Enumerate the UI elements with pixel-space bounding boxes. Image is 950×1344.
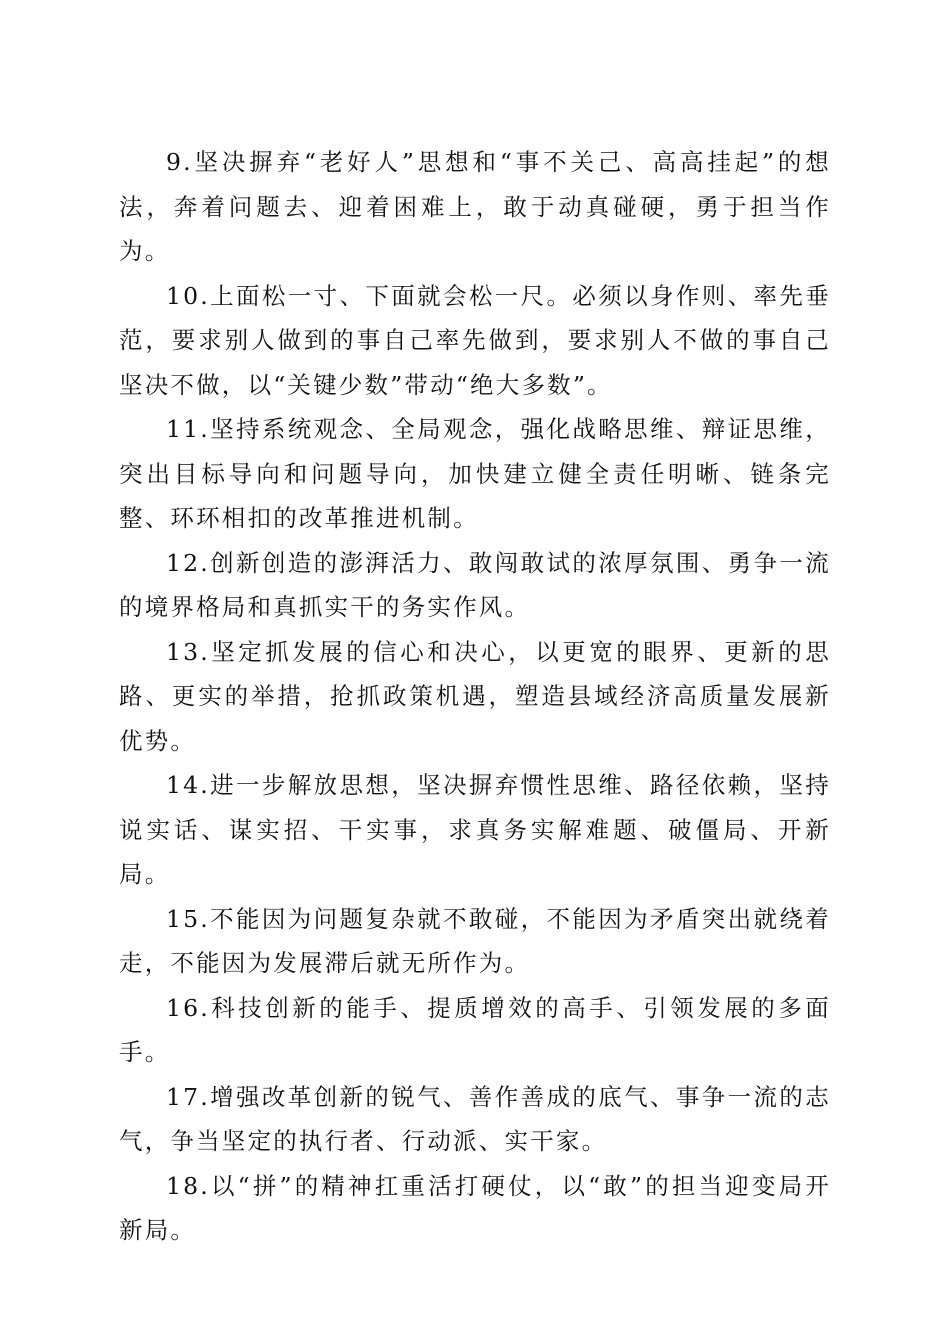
paragraph-item-18: 18.以“拼”的精神扛重活打硬仗，以“敢”的担当迎变局开新局。 [119,1171,831,1244]
document-body [119,140,831,1253]
paragraph-item-12: 12.创新创造的澎湃活力、敢闯敢试的浓厚氛围、勇争一流的境界格局和真抓实干的务实作风。 [119,548,831,621]
paragraph-item-10: 10.上面松一寸、下面就会松一尺。必须以身作则、率先垂范，要求别人做到的事自己率先做到，要求别人不做的事自己坚决不做，以“关键少数”带动“绝大多数”。 [119,281,831,399]
paragraph-item-13: 13.坚定抓发展的信心和决心，以更宽的眼界、更新的思路、更实的举措，抢抓政策机遇，塑造县域经济高质量发展新优势。 [119,637,831,755]
paragraph-item-11: 11.坚持系统观念、全局观念，强化战略思维、辩证思维，突出目标导向和问题导向，加快建立健全责任明晰、链条完整、环环相扣的改革推进机制。 [119,415,831,532]
paragraph-item-14: 14.进一步解放思想，坚决摒弃惯性思维、路径依赖，坚持说实话、谋实招、干实事，求真务实解难题、破僵局、开新局。 [119,771,831,888]
paragraph-item-15: 15.不能因为问题复杂就不敢碰，不能因为矛盾突出就绕着走，不能因为发展滞后就无所作为。 [119,904,831,977]
paragraph-item-16: 16.科技创新的能手、提质增效的高手、引领发展的多面手。 [119,993,831,1066]
paragraph-item-17: 17.增强改革创新的锐气、善作善成的底气、事争一流的志气，争当坚定的执行者、行动派、实干家。 [119,1082,831,1155]
paragraph-item-9: 9.坚决摒弃“老好人”思想和“事不关己、高高挂起”的想法，奔着问题去、迎着困难上，敢于动真碰硬，勇于担当作为。 [119,148,831,265]
